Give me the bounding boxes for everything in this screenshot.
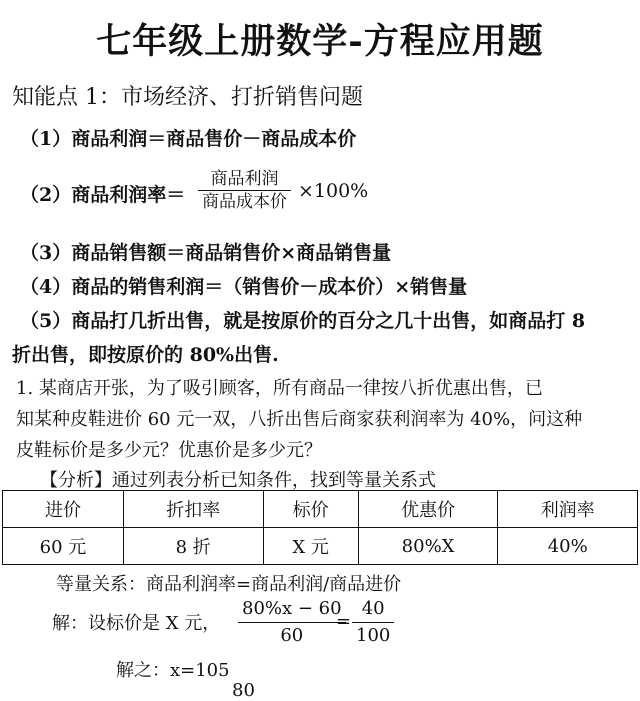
equation-right-numerator: 40	[361, 598, 385, 619]
table-cell: 8 折	[123, 528, 263, 565]
equation-left-numerator: 80%x − 60	[242, 598, 342, 619]
table-header: 优惠价	[358, 491, 498, 528]
analysis-table	[2, 490, 638, 565]
rule-2-numerator: 商品利润	[210, 169, 279, 189]
problem-line-1: 1. 某商店开张，为了吸引顾客，所有商品一律按八折优惠出售，已	[16, 378, 543, 399]
table-row	[3, 528, 638, 565]
rule-5-line-2: 折出售，即按原价的 80%出售.	[12, 344, 279, 366]
knowledge-point-heading: 知能点 1：市场经济、打折销售问题	[12, 85, 363, 110]
page-title: 七年级上册数学-方程应用题	[96, 21, 544, 62]
solution-setup: 解：设标价是 X 元，	[52, 613, 221, 634]
rule-3: （3）商品销售额＝商品销售价×商品销售量	[20, 242, 392, 264]
equal-relation: 等量关系：商品利润率=商品利润/商品进价	[56, 574, 402, 595]
problem-line-3: 皮鞋标价是多少元？优惠价是多少元？	[16, 440, 322, 461]
equation-equals: =	[336, 611, 352, 632]
rule-2-prefix: （2）商品利润率＝	[20, 184, 186, 206]
solve-line: 解之：x=105	[116, 660, 230, 681]
table-header: 进价	[3, 491, 124, 528]
analysis-text: 【分析】通过列表分析已知条件，找到等量关系式	[40, 470, 436, 491]
rule-4: （4）商品的销售利润＝（销售价－成本价）×销售量	[20, 276, 468, 298]
rule-2-suffix: ×100%	[298, 180, 369, 202]
equation-left-denominator: 60	[280, 625, 304, 646]
table-cell: 80%X	[358, 528, 498, 565]
rule-2-fraction	[198, 168, 291, 213]
problem-line-2: 知某种皮鞋进价 60 元一双，八折出售后商家获利润率为 40%，问这种	[16, 409, 583, 430]
table-header: 利润率	[498, 491, 638, 528]
table-cell: X 元	[263, 528, 358, 565]
table-cell: 40%	[498, 528, 638, 565]
rule-2-denominator: 商品成本价	[202, 192, 287, 212]
table-header: 折扣率	[123, 491, 263, 528]
table-header: 标价	[263, 491, 358, 528]
table-cell: 60 元	[3, 528, 124, 565]
rule-5-line-1: （5）商品打几折出售，就是按原价的百分之几十出售，如商品打 8	[20, 310, 586, 332]
equation-fraction-left	[238, 596, 346, 649]
equation-fraction-right	[352, 596, 394, 649]
rule-1: （1）商品利润＝商品售价－商品成本价	[20, 128, 357, 150]
partial-numerator: 80	[232, 680, 255, 701]
equation-right-denominator: 100	[356, 625, 391, 646]
table-header-row	[3, 491, 638, 528]
